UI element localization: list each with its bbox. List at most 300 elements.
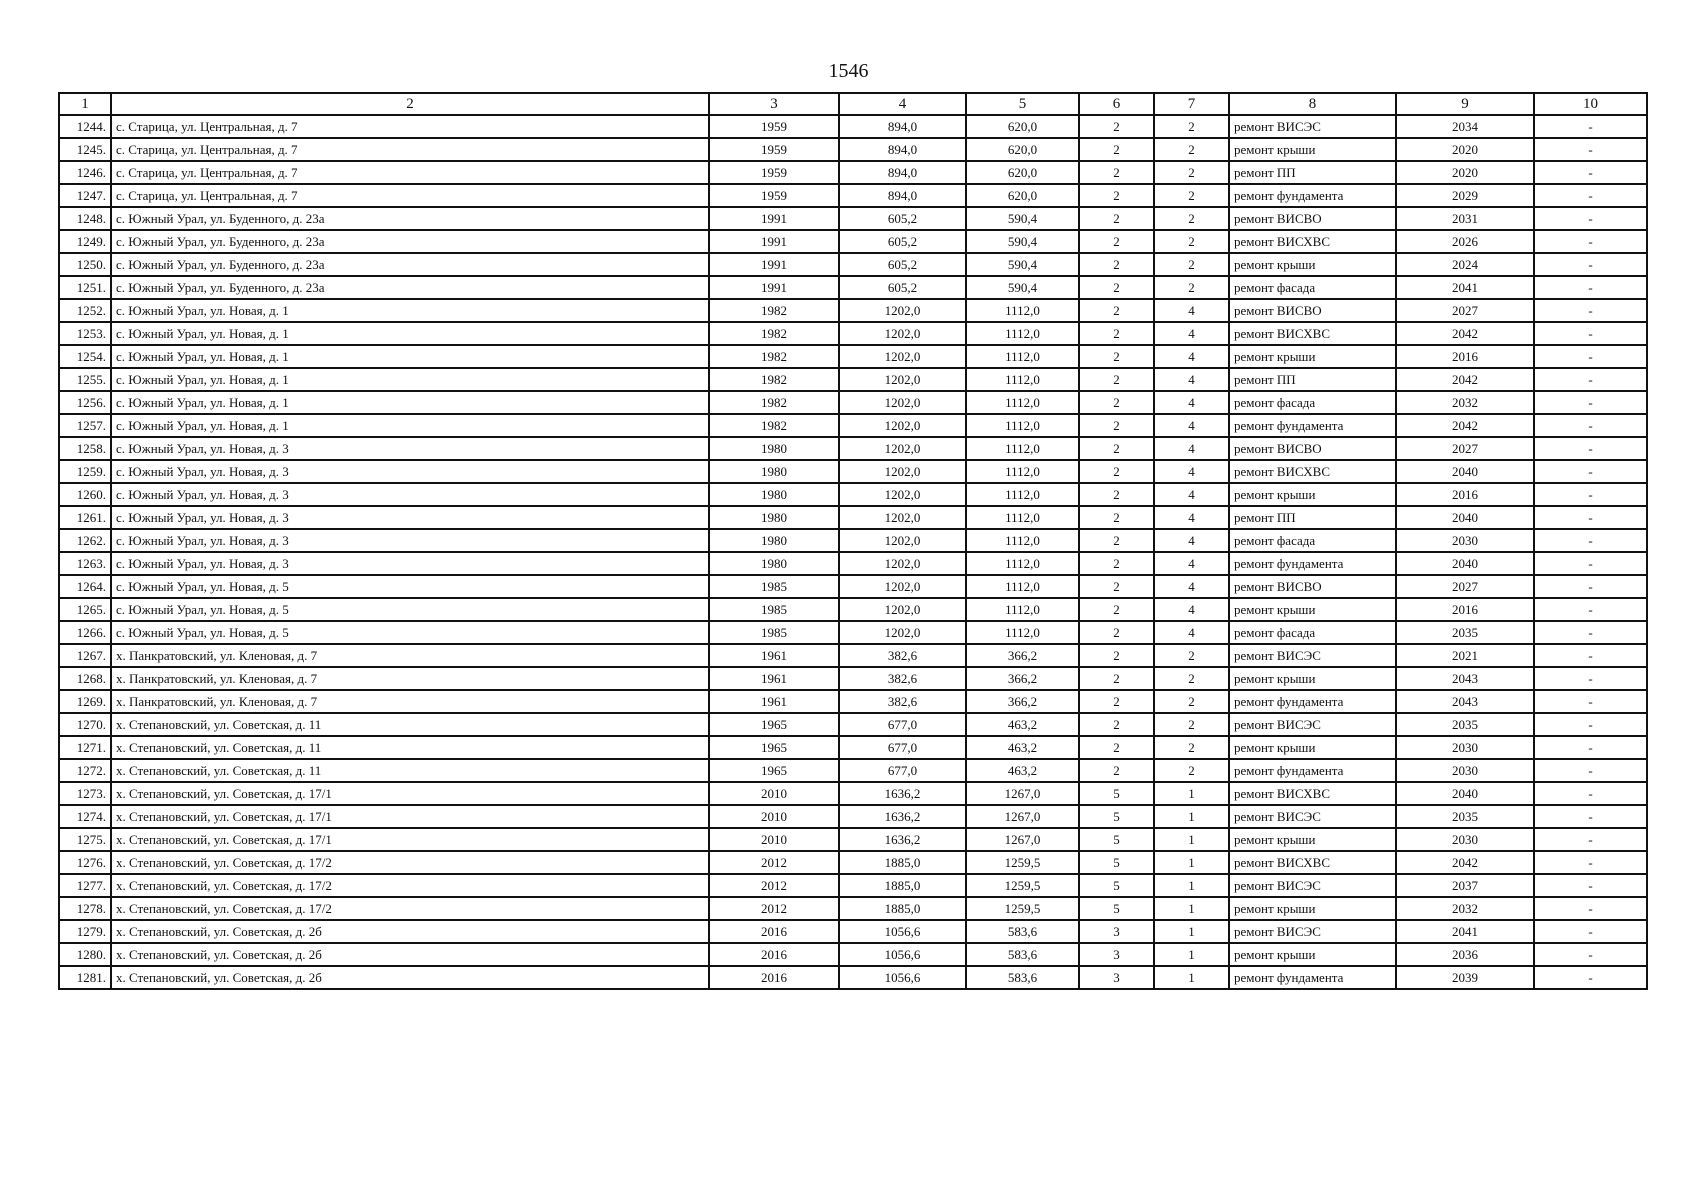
floors-cell: 2 (1079, 575, 1154, 598)
work-type-cell: ремонт ВИСХВС (1229, 851, 1396, 874)
living-area-cell: 583,6 (966, 943, 1079, 966)
floors-cell: 2 (1079, 736, 1154, 759)
table-row (59, 207, 1647, 230)
table-row (59, 437, 1647, 460)
total-area-cell: 677,0 (839, 713, 966, 736)
header-cell: 1 (59, 93, 111, 115)
floors-cell: 2 (1079, 506, 1154, 529)
table-row (59, 897, 1647, 920)
living-area-cell: 1259,5 (966, 851, 1079, 874)
planned-year-cell: 2040 (1396, 782, 1534, 805)
row-number-cell: 1252. (59, 299, 111, 322)
note-cell: - (1534, 253, 1647, 276)
table-row (59, 759, 1647, 782)
row-number-cell: 1258. (59, 437, 111, 460)
planned-year-cell: 2020 (1396, 138, 1534, 161)
header-cell: 10 (1534, 93, 1647, 115)
address-cell: с. Южный Урал, ул. Новая, д. 5 (111, 575, 709, 598)
planned-year-cell: 2037 (1396, 874, 1534, 897)
table-row (59, 115, 1647, 138)
row-number-cell: 1244. (59, 115, 111, 138)
floors-cell: 2 (1079, 621, 1154, 644)
planned-year-cell: 2042 (1396, 414, 1534, 437)
address-cell: с. Южный Урал, ул. Буденного, д. 23а (111, 207, 709, 230)
work-type-cell: ремонт ВИСВО (1229, 575, 1396, 598)
header-cell: 9 (1396, 93, 1534, 115)
note-cell: - (1534, 276, 1647, 299)
total-area-cell: 1202,0 (839, 529, 966, 552)
table-row (59, 621, 1647, 644)
build-year-cell: 1961 (709, 644, 839, 667)
table-row (59, 644, 1647, 667)
total-area-cell: 1636,2 (839, 828, 966, 851)
header-cell: 5 (966, 93, 1079, 115)
build-year-cell: 2012 (709, 851, 839, 874)
table-row (59, 667, 1647, 690)
total-area-cell: 382,6 (839, 667, 966, 690)
entrances-cell: 2 (1154, 690, 1229, 713)
row-number-cell: 1247. (59, 184, 111, 207)
note-cell: - (1534, 414, 1647, 437)
work-type-cell: ремонт крыши (1229, 736, 1396, 759)
table-row (59, 690, 1647, 713)
row-number-cell: 1279. (59, 920, 111, 943)
entrances-cell: 4 (1154, 437, 1229, 460)
floors-cell: 2 (1079, 368, 1154, 391)
table-row (59, 736, 1647, 759)
living-area-cell: 1112,0 (966, 598, 1079, 621)
floors-cell: 2 (1079, 529, 1154, 552)
planned-year-cell: 2031 (1396, 207, 1534, 230)
planned-year-cell: 2027 (1396, 437, 1534, 460)
note-cell: - (1534, 920, 1647, 943)
row-number-cell: 1266. (59, 621, 111, 644)
entrances-cell: 1 (1154, 920, 1229, 943)
total-area-cell: 1885,0 (839, 874, 966, 897)
build-year-cell: 2016 (709, 966, 839, 989)
planned-year-cell: 2043 (1396, 690, 1534, 713)
table-row (59, 322, 1647, 345)
row-number-cell: 1275. (59, 828, 111, 851)
floors-cell: 5 (1079, 805, 1154, 828)
work-type-cell: ремонт ВИСХВС (1229, 460, 1396, 483)
page-number: 1546 (828, 60, 869, 82)
floors-cell: 5 (1079, 874, 1154, 897)
table-row (59, 299, 1647, 322)
floors-cell: 2 (1079, 713, 1154, 736)
total-area-cell: 677,0 (839, 736, 966, 759)
address-cell: с. Старица, ул. Центральная, д. 7 (111, 161, 709, 184)
planned-year-cell: 2016 (1396, 345, 1534, 368)
living-area-cell: 1112,0 (966, 552, 1079, 575)
address-cell: с. Южный Урал, ул. Новая, д. 5 (111, 598, 709, 621)
floors-cell: 2 (1079, 230, 1154, 253)
note-cell: - (1534, 575, 1647, 598)
address-cell: с. Южный Урал, ул. Буденного, д. 23а (111, 276, 709, 299)
work-type-cell: ремонт крыши (1229, 483, 1396, 506)
row-number-cell: 1274. (59, 805, 111, 828)
address-cell: х. Панкратовский, ул. Кленовая, д. 7 (111, 690, 709, 713)
row-number-cell: 1249. (59, 230, 111, 253)
repair-registry-table (58, 92, 1648, 990)
build-year-cell: 2016 (709, 943, 839, 966)
build-year-cell: 1982 (709, 322, 839, 345)
entrances-cell: 2 (1154, 184, 1229, 207)
work-type-cell: ремонт фасада (1229, 391, 1396, 414)
build-year-cell: 1959 (709, 184, 839, 207)
note-cell: - (1534, 828, 1647, 851)
entrances-cell: 4 (1154, 621, 1229, 644)
planned-year-cell: 2016 (1396, 483, 1534, 506)
living-area-cell: 366,2 (966, 667, 1079, 690)
total-area-cell: 1202,0 (839, 598, 966, 621)
note-cell: - (1534, 966, 1647, 989)
build-year-cell: 2016 (709, 920, 839, 943)
entrances-cell: 4 (1154, 345, 1229, 368)
row-number-cell: 1257. (59, 414, 111, 437)
total-area-cell: 1202,0 (839, 575, 966, 598)
row-number-cell: 1269. (59, 690, 111, 713)
header-row (59, 93, 1647, 115)
planned-year-cell: 2026 (1396, 230, 1534, 253)
row-number-cell: 1273. (59, 782, 111, 805)
entrances-cell: 4 (1154, 322, 1229, 345)
planned-year-cell: 2032 (1396, 897, 1534, 920)
table-row (59, 138, 1647, 161)
address-cell: с. Южный Урал, ул. Новая, д. 1 (111, 414, 709, 437)
total-area-cell: 382,6 (839, 644, 966, 667)
total-area-cell: 1636,2 (839, 782, 966, 805)
build-year-cell: 1982 (709, 391, 839, 414)
living-area-cell: 590,4 (966, 253, 1079, 276)
note-cell: - (1534, 552, 1647, 575)
work-type-cell: ремонт крыши (1229, 598, 1396, 621)
entrances-cell: 4 (1154, 552, 1229, 575)
address-cell: с. Старица, ул. Центральная, д. 7 (111, 138, 709, 161)
build-year-cell: 1982 (709, 368, 839, 391)
planned-year-cell: 2040 (1396, 460, 1534, 483)
row-number-cell: 1280. (59, 943, 111, 966)
planned-year-cell: 2034 (1396, 115, 1534, 138)
planned-year-cell: 2042 (1396, 851, 1534, 874)
row-number-cell: 1254. (59, 345, 111, 368)
address-cell: с. Южный Урал, ул. Новая, д. 3 (111, 506, 709, 529)
entrances-cell: 1 (1154, 805, 1229, 828)
work-type-cell: ремонт ПП (1229, 368, 1396, 391)
entrances-cell: 1 (1154, 966, 1229, 989)
note-cell: - (1534, 322, 1647, 345)
total-area-cell: 1202,0 (839, 506, 966, 529)
floors-cell: 2 (1079, 414, 1154, 437)
living-area-cell: 1259,5 (966, 874, 1079, 897)
header-cell: 6 (1079, 93, 1154, 115)
floors-cell: 2 (1079, 276, 1154, 299)
planned-year-cell: 2041 (1396, 920, 1534, 943)
row-number-cell: 1250. (59, 253, 111, 276)
floors-cell: 2 (1079, 161, 1154, 184)
address-cell: с. Старица, ул. Центральная, д. 7 (111, 184, 709, 207)
note-cell: - (1534, 161, 1647, 184)
address-cell: х. Степановский, ул. Советская, д. 2б (111, 920, 709, 943)
entrances-cell: 4 (1154, 460, 1229, 483)
work-type-cell: ремонт ВИСВО (1229, 207, 1396, 230)
table-row (59, 943, 1647, 966)
living-area-cell: 1112,0 (966, 575, 1079, 598)
header-cell: 3 (709, 93, 839, 115)
entrances-cell: 2 (1154, 161, 1229, 184)
build-year-cell: 1982 (709, 414, 839, 437)
table-row (59, 230, 1647, 253)
floors-cell: 3 (1079, 920, 1154, 943)
work-type-cell: ремонт крыши (1229, 138, 1396, 161)
note-cell: - (1534, 782, 1647, 805)
entrances-cell: 2 (1154, 230, 1229, 253)
address-cell: х. Степановский, ул. Советская, д. 11 (111, 736, 709, 759)
row-number-cell: 1261. (59, 506, 111, 529)
living-area-cell: 1112,0 (966, 391, 1079, 414)
build-year-cell: 1985 (709, 598, 839, 621)
address-cell: х. Степановский, ул. Советская, д. 11 (111, 713, 709, 736)
address-cell: с. Южный Урал, ул. Новая, д. 3 (111, 460, 709, 483)
note-cell: - (1534, 506, 1647, 529)
planned-year-cell: 2042 (1396, 368, 1534, 391)
planned-year-cell: 2040 (1396, 552, 1534, 575)
entrances-cell: 1 (1154, 897, 1229, 920)
table-row (59, 713, 1647, 736)
row-number-cell: 1253. (59, 322, 111, 345)
total-area-cell: 1885,0 (839, 897, 966, 920)
table-row (59, 506, 1647, 529)
table-row (59, 575, 1647, 598)
work-type-cell: ремонт фундамента (1229, 690, 1396, 713)
table-row (59, 345, 1647, 368)
planned-year-cell: 2024 (1396, 253, 1534, 276)
entrances-cell: 4 (1154, 299, 1229, 322)
build-year-cell: 1985 (709, 575, 839, 598)
entrances-cell: 4 (1154, 368, 1229, 391)
row-number-cell: 1262. (59, 529, 111, 552)
table-row (59, 966, 1647, 989)
table-row (59, 828, 1647, 851)
total-area-cell: 1202,0 (839, 368, 966, 391)
work-type-cell: ремонт ПП (1229, 161, 1396, 184)
total-area-cell: 1202,0 (839, 322, 966, 345)
note-cell: - (1534, 667, 1647, 690)
total-area-cell: 677,0 (839, 759, 966, 782)
address-cell: х. Степановский, ул. Советская, д. 2б (111, 943, 709, 966)
planned-year-cell: 2021 (1396, 644, 1534, 667)
row-number-cell: 1245. (59, 138, 111, 161)
total-area-cell: 1202,0 (839, 460, 966, 483)
work-type-cell: ремонт ВИСЭС (1229, 644, 1396, 667)
living-area-cell: 1112,0 (966, 345, 1079, 368)
table-row (59, 782, 1647, 805)
note-cell: - (1534, 115, 1647, 138)
table-row (59, 276, 1647, 299)
row-number-cell: 1251. (59, 276, 111, 299)
build-year-cell: 2010 (709, 782, 839, 805)
floors-cell: 2 (1079, 138, 1154, 161)
address-cell: с. Южный Урал, ул. Новая, д. 1 (111, 391, 709, 414)
floors-cell: 2 (1079, 759, 1154, 782)
entrances-cell: 2 (1154, 736, 1229, 759)
living-area-cell: 1259,5 (966, 897, 1079, 920)
floors-cell: 2 (1079, 460, 1154, 483)
build-year-cell: 1991 (709, 253, 839, 276)
note-cell: - (1534, 644, 1647, 667)
build-year-cell: 1965 (709, 713, 839, 736)
header-cell: 7 (1154, 93, 1229, 115)
planned-year-cell: 2039 (1396, 966, 1534, 989)
living-area-cell: 1267,0 (966, 805, 1079, 828)
living-area-cell: 1112,0 (966, 483, 1079, 506)
entrances-cell: 2 (1154, 276, 1229, 299)
header-cell: 8 (1229, 93, 1396, 115)
entrances-cell: 4 (1154, 598, 1229, 621)
note-cell: - (1534, 897, 1647, 920)
entrances-cell: 2 (1154, 115, 1229, 138)
total-area-cell: 605,2 (839, 207, 966, 230)
address-cell: с. Старица, ул. Центральная, д. 7 (111, 115, 709, 138)
entrances-cell: 4 (1154, 391, 1229, 414)
build-year-cell: 2010 (709, 805, 839, 828)
address-cell: с. Южный Урал, ул. Новая, д. 1 (111, 299, 709, 322)
work-type-cell: ремонт ПП (1229, 506, 1396, 529)
planned-year-cell: 2030 (1396, 828, 1534, 851)
row-number-cell: 1267. (59, 644, 111, 667)
address-cell: х. Степановский, ул. Советская, д. 17/1 (111, 805, 709, 828)
row-number-cell: 1277. (59, 874, 111, 897)
note-cell: - (1534, 138, 1647, 161)
note-cell: - (1534, 230, 1647, 253)
note-cell: - (1534, 460, 1647, 483)
planned-year-cell: 2029 (1396, 184, 1534, 207)
floors-cell: 2 (1079, 644, 1154, 667)
living-area-cell: 1267,0 (966, 828, 1079, 851)
entrances-cell: 2 (1154, 253, 1229, 276)
row-number-cell: 1259. (59, 460, 111, 483)
row-number-cell: 1246. (59, 161, 111, 184)
work-type-cell: ремонт фундамента (1229, 414, 1396, 437)
address-cell: х. Степановский, ул. Советская, д. 17/2 (111, 897, 709, 920)
row-number-cell: 1263. (59, 552, 111, 575)
floors-cell: 5 (1079, 897, 1154, 920)
build-year-cell: 1991 (709, 230, 839, 253)
work-type-cell: ремонт фасада (1229, 529, 1396, 552)
entrances-cell: 1 (1154, 782, 1229, 805)
work-type-cell: ремонт фасада (1229, 276, 1396, 299)
address-cell: с. Южный Урал, ул. Буденного, д. 23а (111, 253, 709, 276)
floors-cell: 3 (1079, 966, 1154, 989)
row-number-cell: 1248. (59, 207, 111, 230)
address-cell: с. Южный Урал, ул. Новая, д. 1 (111, 368, 709, 391)
total-area-cell: 1056,6 (839, 966, 966, 989)
floors-cell: 2 (1079, 690, 1154, 713)
planned-year-cell: 2027 (1396, 299, 1534, 322)
address-cell: с. Южный Урал, ул. Буденного, д. 23а (111, 230, 709, 253)
work-type-cell: ремонт ВИСВО (1229, 437, 1396, 460)
table-row (59, 161, 1647, 184)
total-area-cell: 1202,0 (839, 483, 966, 506)
entrances-cell: 2 (1154, 667, 1229, 690)
note-cell: - (1534, 207, 1647, 230)
floors-cell: 5 (1079, 828, 1154, 851)
build-year-cell: 1980 (709, 437, 839, 460)
total-area-cell: 1202,0 (839, 391, 966, 414)
entrances-cell: 2 (1154, 644, 1229, 667)
living-area-cell: 583,6 (966, 920, 1079, 943)
total-area-cell: 894,0 (839, 161, 966, 184)
build-year-cell: 1991 (709, 207, 839, 230)
table-row (59, 552, 1647, 575)
entrances-cell: 4 (1154, 529, 1229, 552)
total-area-cell: 1202,0 (839, 345, 966, 368)
table-row (59, 920, 1647, 943)
address-cell: х. Степановский, ул. Советская, д. 2б (111, 966, 709, 989)
table-row (59, 805, 1647, 828)
row-number-cell: 1265. (59, 598, 111, 621)
row-number-cell: 1260. (59, 483, 111, 506)
total-area-cell: 1202,0 (839, 552, 966, 575)
work-type-cell: ремонт крыши (1229, 897, 1396, 920)
row-number-cell: 1264. (59, 575, 111, 598)
work-type-cell: ремонт ВИСХВС (1229, 322, 1396, 345)
floors-cell: 3 (1079, 943, 1154, 966)
planned-year-cell: 2036 (1396, 943, 1534, 966)
entrances-cell: 4 (1154, 506, 1229, 529)
work-type-cell: ремонт фундамента (1229, 966, 1396, 989)
work-type-cell: ремонт крыши (1229, 253, 1396, 276)
entrances-cell: 1 (1154, 943, 1229, 966)
address-cell: с. Южный Урал, ул. Новая, д. 3 (111, 483, 709, 506)
row-number-cell: 1270. (59, 713, 111, 736)
living-area-cell: 1112,0 (966, 322, 1079, 345)
floors-cell: 2 (1079, 322, 1154, 345)
planned-year-cell: 2030 (1396, 759, 1534, 782)
address-cell: х. Степановский, ул. Советская, д. 17/1 (111, 782, 709, 805)
table-row (59, 253, 1647, 276)
total-area-cell: 1056,6 (839, 943, 966, 966)
note-cell: - (1534, 759, 1647, 782)
planned-year-cell: 2042 (1396, 322, 1534, 345)
table-row (59, 184, 1647, 207)
note-cell: - (1534, 621, 1647, 644)
planned-year-cell: 2030 (1396, 529, 1534, 552)
build-year-cell: 2012 (709, 874, 839, 897)
floors-cell: 2 (1079, 552, 1154, 575)
build-year-cell: 1980 (709, 460, 839, 483)
work-type-cell: ремонт крыши (1229, 345, 1396, 368)
work-type-cell: ремонт ВИСХВС (1229, 782, 1396, 805)
planned-year-cell: 2030 (1396, 736, 1534, 759)
header-cell: 2 (111, 93, 709, 115)
entrances-cell: 2 (1154, 713, 1229, 736)
floors-cell: 5 (1079, 782, 1154, 805)
living-area-cell: 366,2 (966, 690, 1079, 713)
row-number-cell: 1281. (59, 966, 111, 989)
row-number-cell: 1268. (59, 667, 111, 690)
note-cell: - (1534, 736, 1647, 759)
total-area-cell: 382,6 (839, 690, 966, 713)
address-cell: х. Панкратовский, ул. Кленовая, д. 7 (111, 644, 709, 667)
living-area-cell: 583,6 (966, 966, 1079, 989)
address-cell: с. Южный Урал, ул. Новая, д. 3 (111, 437, 709, 460)
floors-cell: 2 (1079, 483, 1154, 506)
table-row (59, 529, 1647, 552)
entrances-cell: 1 (1154, 851, 1229, 874)
build-year-cell: 2012 (709, 897, 839, 920)
planned-year-cell: 2020 (1396, 161, 1534, 184)
